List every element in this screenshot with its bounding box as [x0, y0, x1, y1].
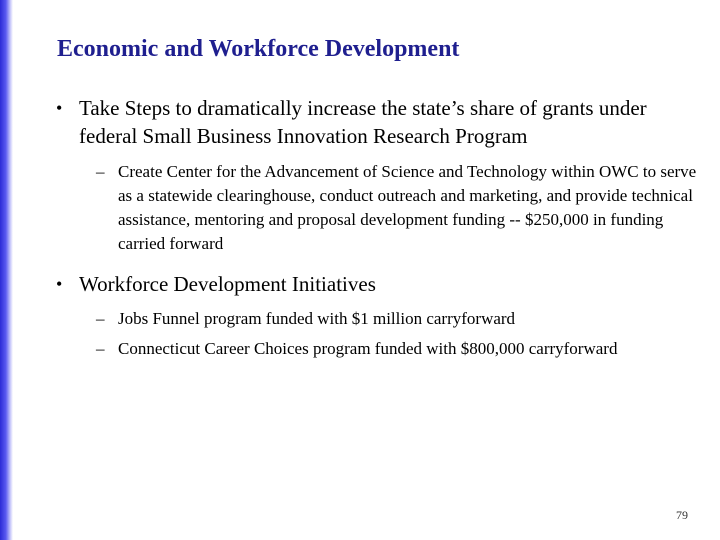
bullet-text: Workforce Development Initiatives: [79, 272, 376, 296]
bullet-workforce-initiatives: [56, 270, 706, 298]
page-number: 79: [676, 508, 688, 522]
bullet-text: Take Steps to dramatically increase the state’s share of grants under federal Small Business Innovation Research Program: [79, 96, 647, 148]
sub-bullet-science-center: [96, 160, 710, 256]
bullet-marker: •: [56, 98, 63, 118]
sub-bullet-marker: –: [96, 309, 105, 328]
sub-bullet-text: Jobs Funnel program funded with $1 million carryforward: [118, 309, 516, 328]
side-accent-bar: [0, 0, 13, 540]
bullet-sbir-grants: [56, 94, 706, 150]
sub-bullet-marker: –: [96, 162, 105, 181]
sub-bullet-text: Connecticut Career Choices program funded with $800,000 carryforward: [118, 339, 618, 358]
slide-title: Economic and Workforce Development: [57, 36, 460, 62]
bullet-marker: •: [56, 274, 63, 294]
sub-bullet-career-choices: [96, 337, 720, 361]
sub-bullet-jobs-funnel: [96, 307, 710, 331]
sub-bullet-text: Create Center for the Advancement of Science and Technology within OWC to serve as a statewide clearinghouse, conduct outreach and marketing, and provide technical assistance, mentoring and proposal development funding -- $250,000 in funding carried forward: [118, 162, 697, 253]
sub-bullet-marker: –: [96, 339, 105, 358]
